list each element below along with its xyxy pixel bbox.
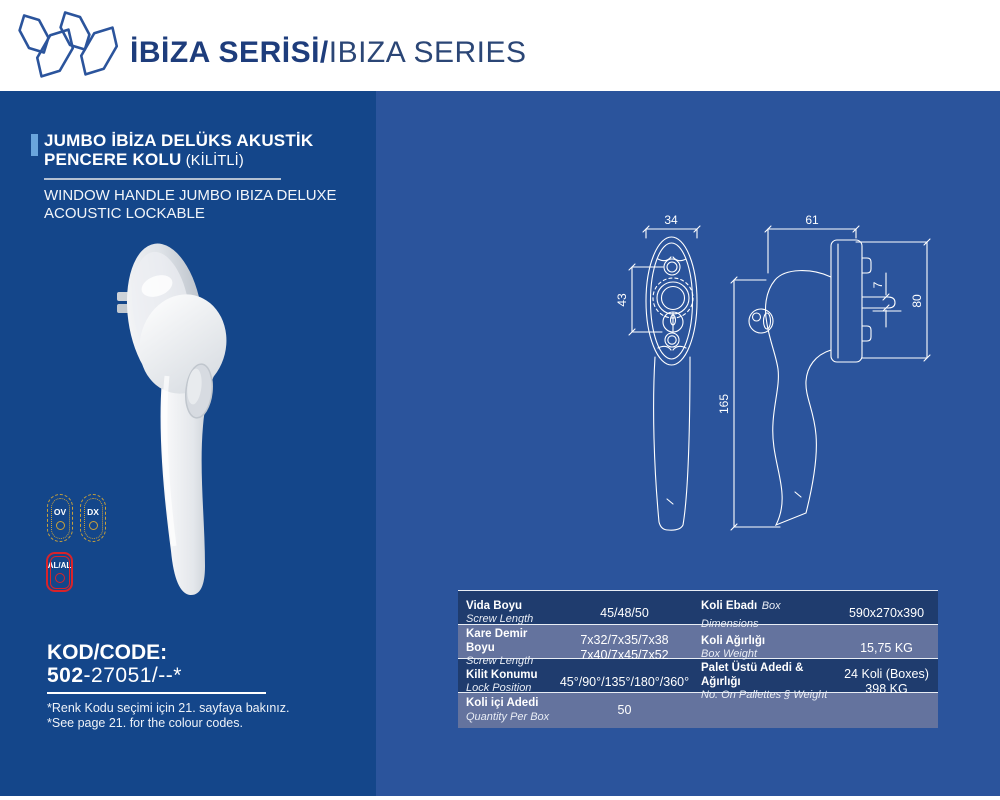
dim-front-lock-height: 43: [615, 293, 629, 307]
spec-row-lock-position: [458, 659, 938, 701]
dim-spindle-size: 7: [871, 281, 885, 289]
variant-badge-ov-label: OV: [53, 506, 67, 517]
title-accent-marker: [31, 134, 38, 156]
code-underline: [47, 692, 266, 694]
dim-plate-height: 80: [910, 294, 924, 308]
product-title-en: [44, 187, 351, 223]
variant-badge-dx: [80, 494, 106, 542]
spec-value-text: 50: [617, 703, 632, 717]
product-code-label: KOD/CODE:: [47, 641, 168, 664]
variant-badge-dx-label: DX: [87, 506, 99, 517]
technical-drawing: [610, 207, 950, 547]
spec-label-en: Screw Length: [466, 613, 534, 626]
spec-label-en: Box Weight: [701, 648, 758, 661]
variant-badge-ov: [47, 494, 73, 542]
technical-panel: [376, 91, 1000, 796]
product-title-block: [31, 131, 351, 223]
dim-side-depth: 61: [805, 213, 819, 227]
spec-label-en: Box Dimensions: [701, 600, 781, 630]
spec-value-text: 45/48/50: [600, 605, 649, 620]
product-title-tr-line1: JUMBO İBİZA DELÜKS AKUSTİK: [44, 131, 314, 150]
spec-label-tr: Palet Üstü Adedi & Ağırlığı: [701, 662, 804, 688]
spec-label-tr: Vida Boyu: [466, 599, 523, 612]
company-logo-icon: [14, 6, 118, 86]
drawing-side-view: [731, 226, 930, 530]
series-title: [130, 36, 526, 70]
spec-table: [458, 590, 938, 728]
spec-label-en: Quantity Per Box: [466, 710, 550, 723]
variant-badge-alal-circle-icon: [55, 573, 65, 583]
spec-value-empty: [835, 693, 938, 728]
dim-side-total-height: 165: [717, 393, 731, 415]
variant-badge-alal-label: AL/AL: [47, 561, 72, 570]
product-code-prefix: 502: [47, 664, 84, 687]
product-photo: [95, 241, 265, 621]
variant-badge-alal: [46, 552, 73, 592]
spec-value-text2: 398 KG: [865, 682, 908, 696]
product-code-suffix: -27051/--*: [83, 664, 182, 687]
spec-value-text: 15,75 KG: [860, 640, 913, 655]
product-title-tr-suffix: (KİLİTLİ): [181, 153, 244, 169]
spec-label-en: No. On Pallettes § Weight: [701, 689, 828, 701]
spec-value: [556, 693, 693, 728]
spec-label-tr: Koli Ebadı: [701, 600, 758, 612]
spec-row-quantity-per-box: [458, 693, 938, 728]
spec-label-empty: [693, 693, 835, 728]
spec-label-tr: Koli Ağırlığı: [701, 634, 766, 647]
spec-label: [458, 693, 556, 728]
spec-value-text: 45°/90°/135°/180°/360°: [559, 674, 690, 689]
spec-label-tr: Koli içi Adedi: [466, 697, 539, 710]
spec-label-en: Lock Position: [466, 682, 532, 695]
variant-badge-dx-circle-icon: [89, 521, 98, 530]
drawing-front-view: [629, 226, 700, 530]
product-code-block: [47, 641, 337, 732]
footnote-en: *See page 21. for the colour codes.: [47, 716, 243, 730]
dim-front-width: 34: [664, 213, 678, 227]
product-title-en-line2: ACOUSTIC LOCKABLE: [44, 205, 205, 222]
footnote-tr: *Renk Kodu seçimi için 21. sayfaya bakınız.: [47, 700, 290, 715]
variant-badge-ov-circle-icon: [56, 521, 65, 530]
spec-label-en: Screw Length: [466, 655, 534, 667]
spec-row-screw-length: [458, 591, 938, 630]
spec-label-tr: Kilit Konumu: [466, 668, 538, 681]
spec-value-text: 7x32/7x35/7x38: [580, 633, 669, 647]
title-divider: [44, 178, 281, 180]
spec-value-text: 24 Koli (Boxes): [844, 667, 929, 681]
spec-value-text2: 7x40/7x45/7x52: [580, 648, 669, 662]
page-header: [0, 0, 1000, 91]
product-title-tr-line2: PENCERE KOLU: [44, 150, 182, 169]
spec-value-text: 590x270x390: [848, 605, 925, 620]
product-code-value: [47, 664, 337, 687]
spec-row-square-bar: [458, 625, 938, 667]
series-title-tr: İBİZA SERİSİ/: [130, 36, 329, 69]
product-info-panel: [0, 91, 376, 796]
series-title-en: IBIZA SERIES: [328, 36, 527, 69]
product-title-en-line1: WINDOW HANDLE JUMBO IBIZA DELUXE: [44, 187, 337, 204]
spec-label-tr: Kare Demir Boyu: [466, 628, 528, 654]
product-title-tr: [44, 131, 313, 171]
